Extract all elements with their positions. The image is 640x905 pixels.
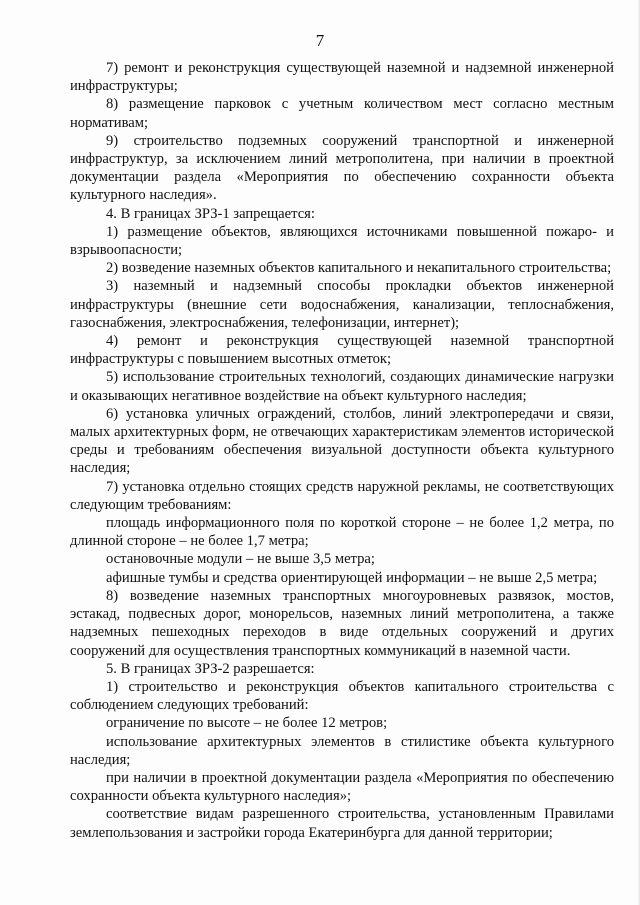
paragraph-project-documentation: при наличии в проектной документации раздела «Мероприятия по обеспечению сохранности объекта культурного наследия»; bbox=[70, 769, 614, 805]
paragraph-item-9-underground: 9) строительство подземных сооружений транспортной и инженерной инфраструктур, за исключением линий метрополитена, при наличии в проектной документации раздела «Мероприятия по обеспечению сохранности объекта культурного наследия». bbox=[70, 132, 614, 204]
section-heading-zrz2: 5. В границах ЗРЗ-2 разрешается: bbox=[106, 660, 315, 677]
paragraph-architectural-style: использование архитектурных элементов в стилистике объекта культурного наследия; bbox=[70, 733, 614, 768]
paragraph-permitted-use: соответствие видам разрешенного строительства, установленным Правилами землепользования и застройки города Екатеринбурга для данной территории; bbox=[70, 806, 614, 841]
paragraph-requirement-bus-stop: остановочные модули – не выше 3,5 метра; bbox=[106, 551, 375, 568]
paragraph-zrz1-item-7: 7) установка отдельно стоящих средств наружной рекламы, не соответствующих следующим требованиям: bbox=[70, 478, 614, 513]
paragraph-item-8-parking: 8) размещение парковок с учетным количеством мест согласно местным нормативам; bbox=[70, 96, 614, 131]
paragraph-zrz1-item-3: 3) наземный и надземный способы прокладки объектов инженерной инфраструктуры (внешние сети водоснабжения, канализации, теплоснабжения, газоснабжения, электроснабжения, телефонизации, интернет); bbox=[70, 278, 614, 331]
paragraph-height-limit: ограничение по высоте – не более 12 метров; bbox=[106, 715, 388, 732]
paragraph-zrz1-item-1: 1) размещение объектов, являющихся источниками повышенной пожаро- и взрывоопасности; bbox=[70, 223, 614, 259]
paragraph-zrz2-item-1: 1) строительство и реконструкция объектов капитального строительства с соблюдением следующих требований: bbox=[70, 678, 614, 714]
paragraph-zrz1-item-8: 8) возведение наземных транспортных многоуровневых развязок, мостов, эстакад, подвесных дорог, монорельсов, наземных линий метрополитена, а также надземных пешеходных переходов в виде отдельных сооружений и других сооружений для осуществления транспортных коммуникаций в наземной части. bbox=[70, 587, 614, 659]
page-number: 7 bbox=[315, 31, 325, 50]
paragraph-requirement-poster-column: афишные тумбы и средства ориентирующей информации – не выше 2,5 метра; bbox=[106, 569, 598, 586]
paragraph-zrz1-item-2: 2) возведение наземных объектов капитального и некапитального строительства; bbox=[106, 260, 612, 277]
paragraph-zrz1-item-5: 5) использование строительных технологий, создающих динамические нагрузки и оказывающих негативное воздействие на объект культурного наследия; bbox=[70, 369, 614, 404]
document-body bbox=[70, 59, 614, 842]
section-heading-zrz1: 4. В границах ЗРЗ-1 запрещается: bbox=[106, 205, 315, 222]
paragraph-zrz1-item-6: 6) установка уличных ограждений, столбов, линий электропередачи и связи, малых архитектурных форм, не отвечающих характеристикам элементов исторической среды и требованиям обеспечения визуальной доступности объекта культурного наследия; bbox=[70, 405, 614, 477]
paragraph-zrz1-item-4: 4) ремонт и реконструкция существующей наземной транспортной инфраструктуры с повышением высотных отметок; bbox=[70, 333, 614, 368]
paragraph-requirement-info-field: площадь информационного поля по короткой стороне – не более 1,2 метра, по длинной стороне – не более 1,7 метра; bbox=[70, 515, 614, 550]
paragraph-item-7-repair: 7) ремонт и реконструкция существующей наземной и надземной инженерной инфраструктуры; bbox=[70, 60, 614, 95]
